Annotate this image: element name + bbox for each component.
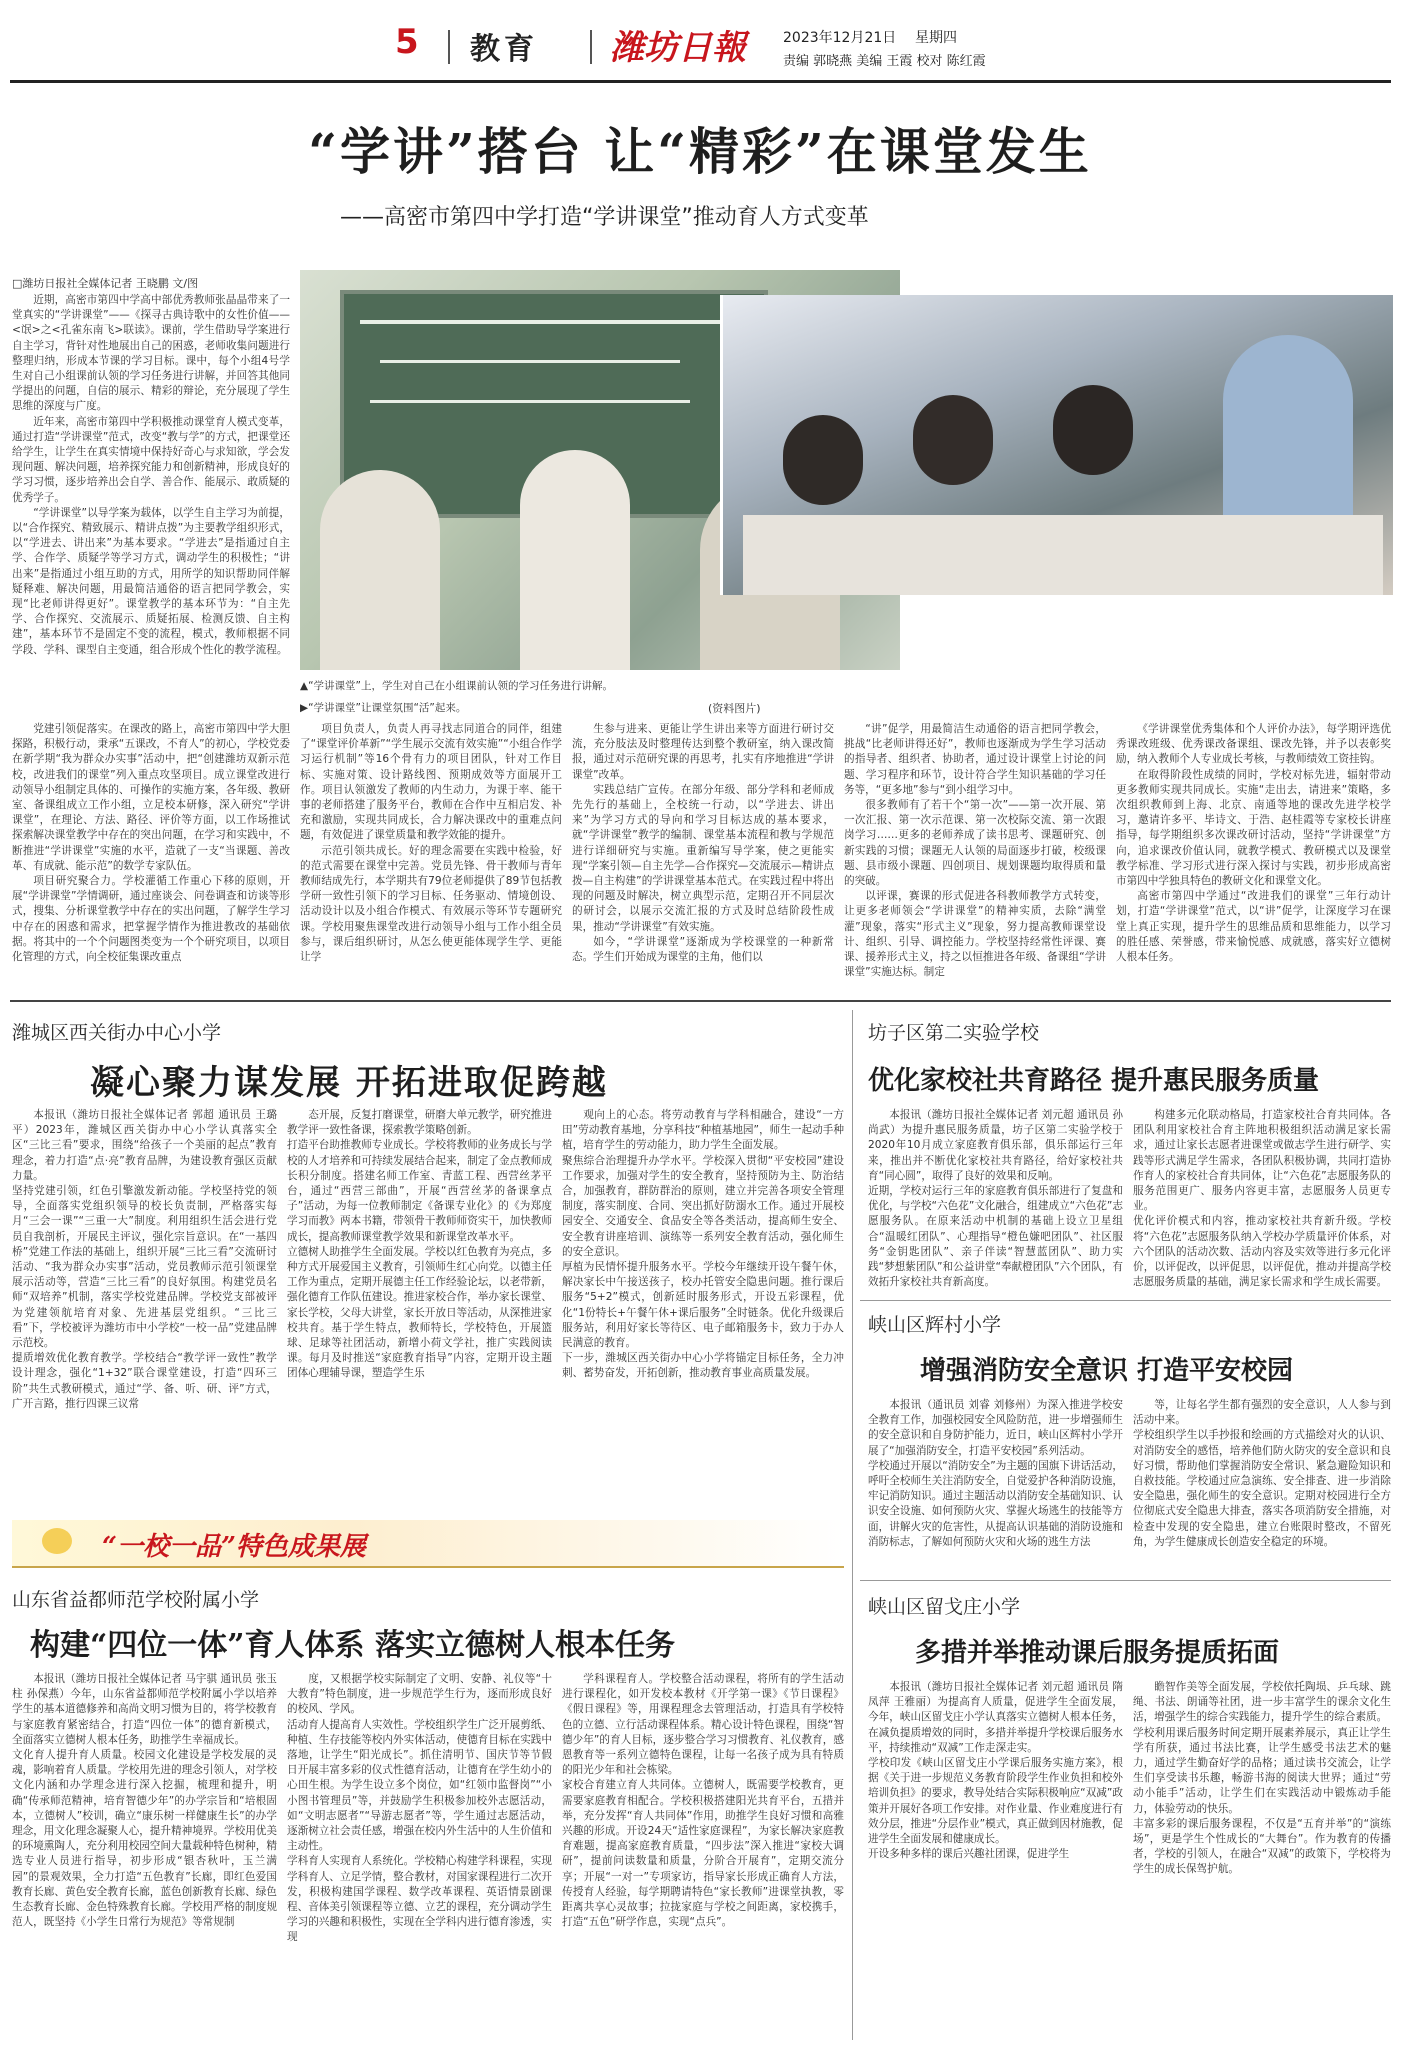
- lead-photo-caption-2: ▶“学讲课堂”让课堂氛围“活”起来。: [300, 702, 467, 714]
- article2-title: 凝心聚力谋发展 开拓进取促跨越: [90, 1063, 608, 1103]
- lead-paragraph: 很多教师有了若干个“第一次”——第一次开展、第一次汇报、第一次示范课、第一次校际交流、第一次跟岗学习……更多的老师养成了读书思考、课题研究、创新实践的习惯；课题无人认领的局面逐步打破，校级课题、县市级小课题、四创项目、规划课题均取得质和量的突破。: [844, 799, 1106, 888]
- article3-column-1: [868, 1108, 1123, 1288]
- article5-text: 瞻智作美等全面发展，学校依托陶埙、乒乓球、跳绳、书法、朗诵等社团，进一步丰富学生的课余文化生活，增强学生的综合实践能力，提升学生的综合素质。 学校利用课后服务时间定期开展素养展示，真正让学生学有所获，通过书法比赛，让学生感受书法艺术的魅力，通过学生勤奋好学的品格；通过读书交流会，让学生们享受读书乐趣，畅游书海的阅读大世界；通过“劳动小能手”活动，让学生们在实践活动中锻炼动手能力，体验劳动的快乐。 丰富多彩的课后服务课程，不仅是“五育并举”的“演练场”，更是学生个性成长的“大舞台”。作为教育的传播者，学校的引领人，在融合“双减”的政策下，学校将为学生的成长保驾护航。: [1133, 1681, 1391, 1876]
- header-divider-2: [590, 30, 592, 64]
- lead-paragraph: 近年来，高密市第四中学积极推动课堂育人模式变革，通过打造“学讲课堂”范式，改变“教与学”的方式，把课堂还给学生，让学生在真实情境中保持好奇心与求知欲，学会发现问题、解决问题，培养探究能力和创新精神，形成良好的学习习惯，逐步培养出会自学、善合作、能展示、敢质疑的优秀学子。: [12, 415, 290, 504]
- article3-title: 优化家校社共育路径 提升惠民服务质量: [868, 1066, 1320, 1096]
- header-date: 2023年12月21日: [783, 30, 897, 46]
- lead-photo-caption-1: ▲“学讲课堂”上，学生对自己在小组课前认领的学习任务进行讲解。: [300, 680, 613, 692]
- lead-paragraph: 在取得阶段性成绩的同时，学校对标先进，辐射带动更多教师实现共同成长。实施“走出去，请进来”策略，多次组织教师到上海、北京、南通等地的课改先进学校学习，邀请许多平、毕诗文、于浩、赵桂霞等专家校长讲座指导，每学期组织多次课改研讨活动，坚持“学讲课堂”方向，追求课改价值认同，就教学模式、教研模式以及课堂教学标准、学习形式进行深入探讨与实践，初步形成高密市第四中学独具特色的教研文化和课堂文化。: [1116, 768, 1391, 888]
- lead-paragraph: 高密市第四中学通过“改进我们的课堂”三年行动计划，打造“学讲课堂”范式，以“讲”促学，让深度学习在课堂上真正实现，提升学生的思维品质和思维能力，以学习的胜任感、荣誉感，带来愉悦感、成就感，落实好立德树人根本任务。: [1116, 890, 1391, 964]
- feature-banner-text: “一校一品”特色成果展: [102, 1532, 366, 1562]
- lead-paragraph: 党建引领促落实。在课改的路上，高密市第四中学大胆探路，积极行动，秉承“五课改，不育人”的初心，学校党委在新学期“我为群众办实事”活动中，把“创建潍坊双新示范校，改进我们的课堂”列入重点攻坚项目。成立课堂改进行动领导小组制定具体的、可操作的实施方案，各年级、教研室、备课组成立工作小组，立足校本研修，深入研究“学讲课堂”，在理论、方法、路径、评价等方面，以工作场推试探索解决课堂教学中存在的突出问题，在学习和实践中，不断推进“学讲课堂”实施的水平，造就了一支“当课题、善改革、有成就、能示范”的数学专家队伍。: [12, 723, 290, 872]
- lead-column-3: [300, 722, 562, 990]
- article4-text: 本报讯（通讯员 刘睿 刘修州）为深入推进学校安全教育工作，加强校园安全风险防范，进一步增强师生的安全意识和自身防护能力，近日，峡山区辉村小学开展了“加强消防安全，打造平安校园”系列活动。 学校通过开展以“消防安全”为主题的国旗下讲话活动，呼吁全校师生关注消防安全，自觉爱护各种消防设施，牢记消防知识。通过主题活动以消防安全基础知识、认识安全设施、如何预防火灾、掌握火场逃生的技能等方面，讲解火灾的危害性，从提高认识基础的消防设施和消防标志，了解如何预防火灾和火场的逃生方法: [868, 1399, 1123, 1548]
- section-name: 教育: [470, 32, 538, 67]
- lead-paragraph: 示范引领共成长。好的理念需要在实践中检验，好的范式需要在课堂中完善。党员先锋、骨干教师与青年教师结成先行，本学期共有79位老师提供了89节包括教学研一致性引领下的学习目标、任务驱动、情境创设、活动设计以及小组合作模式、有效展示等环节专题研究课。学校用聚焦课堂改进行动领导小组与工作小组全员参与，课后组织研讨，从怎么使更能体现学生学、更能让学: [300, 844, 562, 964]
- lead-photo-students: [720, 295, 1393, 595]
- lead-paragraph: 近期，高密市第四中学高中部优秀教师张晶晶带来了一堂真实的“学讲课堂”——《探寻古典诗歌中的女性价值——<氓>之<孔雀东南飞>联读》。课前，学生借助导学案进行自主学习，背针对性地展出自己的困惑，老师收集问题进行整理归纳，形成本节课的学习目标。课中，每个小组4号学生对自己小组课前认领的学习任务进行讲解，并回答其他同学提出的问题，自信的展示、精彩的辩论，充分展现了学生思维的深度与广度。: [12, 294, 290, 413]
- article2-column-1: [12, 1108, 277, 1503]
- header-divider-1: [448, 30, 450, 64]
- lead-column-5: [844, 722, 1106, 990]
- lead-paragraph: 《学讲课堂优秀集体和个人评价办法》，每学期评选优秀课改班级、优秀课改备课组、课改先锋，并予以表彰奖励，纳入教师个人专业成长考核，与教师绩效工资挂钩。: [1116, 723, 1391, 766]
- lead-paragraph: 如今，“学讲课堂”逐渐成为学校课堂的一种新常态。学生们开始成为课堂的主角，他们以: [572, 935, 834, 964]
- header-credits: 责编 郭晓燕 美编 王霞 校对 陈红霞: [783, 54, 986, 69]
- column-divider: [852, 1010, 853, 2040]
- article6-school: 山东省益都师范学校附属小学: [12, 1589, 260, 1611]
- article6-title: 构建“四位一体”育人体系 落实立德树人根本任务: [30, 1628, 675, 1663]
- section-rule: [10, 1000, 1391, 1002]
- lead-column-2: [12, 722, 290, 990]
- header-weekday: 星期四: [915, 30, 957, 46]
- article2-school: 潍城区西关街办中心小学: [12, 1022, 222, 1044]
- article5-title: 多措并举推动课后服务提质拓面: [915, 1638, 1280, 1668]
- article2-text: 本报讯（潍坊日报社全媒体记者 郭超 通讯员 王璐平）2023年，潍城区西关街办中心小学认真落实全区“三比三看”要求，围绕“给孩子一个美丽的起点”教育理念，着力打造“点·亮”教育品牌，为建设教育强区贡献力量。 坚持党建引领，红色引擎激发新动能。学校坚持党的领导，全面落实党组织领导的校长负责制，严格落实每月“三会一课”“三重一大”制度。利用组织生活会进行党员自我剖析，开展民主评议，强化宗旨意识。在“一基四桥”党建工作法的基础上，组织开展“三比三看”交流研讨活动、“我为群众办实事”活动，党员教师示范引领课堂展示活动等，营造“三比三看”的良好氛围。构建党员名师“双培养”机制，落实学校党建品牌。学校党支部被评为党建领航培育对象、先进基层党组织。“三比三看”下，学校被评为潍坊市中小学校“一校一品”党建品牌示范校。 提质增效优化教育教学。学校结合“教学评一致性”教学设计理念，强化“1+32”联合课堂建设，打造“四环三阶”共生式教研模式，通过“学、备、听、研、评”方式，广开言路，推行四课三议常: [12, 1109, 277, 1410]
- article3-school: 坊子区第二实验学校: [868, 1022, 1040, 1044]
- lead-column-1: [12, 293, 290, 708]
- article5-column-1: [868, 1680, 1123, 2040]
- lead-title: “学讲”搭台 让“精彩”在课堂发生: [308, 122, 1092, 181]
- lead-column-6: [1116, 722, 1391, 990]
- article6-text: 度，又根据学校实际制定了文明、安静、礼仪等“十大教育”特色制度，进一步规范学生行为，逐而形成良好的校风、学风。 活动育人提高育人实效性。学校组织学生广泛开展剪纸、种植、生存技能等校内外实体活动，使德育目标在实践中落地，让学生“阳光成长”。抓住清明节、国庆节等节假日开展丰富多彩的仪式性德育活动，让德育在学生幼小的心田生根。为学生设立多个岗位，如“红领巾监督岗”“小小图书管理员”等，并鼓励学生积极参加校外志愿活动，如“文明志愿者”“导游志愿者”等，学生通过志愿活动，逐渐树立社会责任感，增强在校内外生活中的人生价值和主动性。 学科育人实现育人系统化。学校精心构建学科课程，实现学科育人、立足学情，整合教材，对国家课程进行二次开发，积极构建国学课程、数学改革课程、英语情景剧课程、音体美引领课程等立德、立艺的课程，充分调动学生学习的兴趣和积极性，实现在全学科内进行德育渗透，实现: [287, 1673, 552, 1944]
- page-number: 5: [395, 22, 419, 62]
- lead-byline: □潍坊日报社全媒体记者 王晓鹏 文/图: [12, 277, 199, 290]
- article6-text: 学科课程育人。学校整合活动课程，将所有的学生活动进行课程化，如开发校本教材《开学第一课》《节日课程》《假日课程》等，用课程理念去管理活动，打造具有学校特色的立德、立行活动课程体系。精心设计特色课程，围绕“智德少年”的育人目标，逐步整合学习习惯教育、礼仪教育，感恩教育等一系列立德特色课程，让每一名孩子成为具有特质的阳光少年和社会栋梁。 家校合育建立育人共同体。立德树人，既需要学校教育，更需要家庭教育相配合。学校积极搭建阳光共育平台，五措并举，充分发挥“育人共同体”作用，助推学生良好习惯和高雅兴趣的形成。开设24天“适性家庭课程”，为家长解决家庭教育难题，提高家庭教育质量，“四步法”深入推进“家校大调研”，提前问读数量和质量，分阶合开展育”，定期交流分享；开展“一对一”专项家访，指导家长形成正确育人方法，传授育人经验，每学期聘请特色“家长教师”进课堂执教，零距离共享心灵故事；拉拢家庭与学校之间距离，家校携手，打造“五色”研学作息，实现“点兵”。: [562, 1673, 844, 1929]
- lead-photo-source: (资料图片): [708, 702, 761, 715]
- article4-column-1: [868, 1398, 1123, 1568]
- article4-column-2: [1133, 1398, 1391, 1568]
- feature-banner: [12, 1520, 844, 1568]
- article4-text: 等，让每名学生都有强烈的安全意识，人人参与到活动中来。 学校组织学生以手抄报和绘画的方式描绘对火的认识、对消防安全的感悟，培养他们防火防灾的安全意识和良好习惯，帮助他们掌握消防安全常识、紧急避险知识和自救技能。学校通过应急演练、安全排查、进一步消除安全隐患，强化师生的安全意识。定期对校园进行全方位彻底式安全隐患大排查，落实各项消防安全措施，对检查中发现的安全隐患，建立台账限时整改，不留死角，为学生健康成长创造安全稳定的环境。: [1133, 1399, 1391, 1548]
- article2-column-2: [287, 1108, 552, 1503]
- article6-column-3: [562, 1672, 844, 2042]
- lead-paragraph: 项目研究聚合力。学校灌循工作重心下移的原则，开展“学讲课堂”学情调研，通过座谈会、问卷调查和访谈等形式，搜集、分析课堂教学中存在的实出问题，了解学生学习中存在的困惑和需求，把掌握学情作为推进教改的基础依据。将其中的一个个问题图类变为一个个研究项目，以项目化管理的方式，向全校征集课改重点: [12, 875, 290, 964]
- article6-column-1: [12, 1672, 277, 2042]
- article6-column-2: [287, 1672, 552, 2042]
- article3-bottom-rule: [860, 1300, 1391, 1301]
- article5-column-2: [1133, 1680, 1391, 2040]
- article4-title: 增强消防安全意识 打造平安校园: [920, 1356, 1294, 1386]
- article3-text: 本报讯（潍坊日报社全媒体记者 刘元超 通讯员 孙尚武）为提升惠民服务质量，坊子区第二实验学校于2020年10月成立家庭教育俱乐部，俱乐部运行三年来，推出并不断优化家校社共育路径，给好家校社共育“同心圆”，取得了良好的效果和反响。 近期，学校对运行三年的家庭教育俱乐部进行了复盘和优化，与学校“六色花”文化融合，组建成立“六色花”志愿服务队。在原来活动中机制的基础上设立卫星组合“温暖红团队”、心理指导“橙色嫌吧团队”、社区服务“金钥匙团队”、亲子伴读“智慧蓝团队”、助力实践“梦想紫团队”和公益讲堂“奉献橙团队”六个团队，有效拓升家校社共育新高度。: [868, 1109, 1123, 1288]
- article2-text: 态开展，反复打磨课堂，研磨大单元教学，研究推进教学评一致性备课，探索教学策略创新。 打造平台助推教师专业成长。学校将教师的业务成长与学校的人才培养和可持续发展结合起来，制定了金点教师成长积分制度。搭建名师工作室、青蓝工程、西营丝茅平台，通过“西营三部曲”，开展“西营丝茅的备课拿点子”活动，为每一位教师制定《备课专业化》的《为郑度学习而教》两本书籍，带领骨干教师师资实干，加快教师成长，提高教师课堂教学效果和新课堂改革水平。 立德树人助推学生全面发展。学校以红色教育为亮点，多种方式开展爱国主义教育，引领师生红心向党。以德主任工作为重点，定期开展德主任工作经验论坛，以老带新，强化德育工作队伍建设。推进家校合作，举办家长课堂、家长学校，父母大讲堂，家长开放日等活动，从深推进家校共育。基于学生特点，教师特长，学校特色，开展篮球、足球等社团活动，新增小荷文学社，推广实践阅读课。每月及时推送“家庭教育指导”内容，定期开设主题团体心理辅导课，塑造学生乐: [287, 1109, 552, 1380]
- article2-text: 观向上的心态。将劳动教育与学科相融合，建设“一方田”劳动教育基地，分享科技“种植基地园”，师生一起动手种植，培育学生的劳动能力，助力学生全面发展。 聚焦综合治理提升办学水平。学校深入贯彻“平安校园”建设工作要求，加强对学生的安全教育，坚持预防为主、防治结合，加强教育，群防群治的原则，建立并完善各项安全管理制度，落实制度、合同、突出抓好防溺水工作。通过开展校园安全、交通安全、食品安全等各类活动，提高师生安全、安全教育讲座培训、演练等一系列安全教育活动，强化师生的安全意识。 厚植为民情怀提升服务水平。学校今年继续开设午餐午休，解决家长中午接送孩子，校办托管安全隐患问题。推行课后服务“5+2”模式，创新延时服务形式，开设五彩课程，优化“1份特长+午餐午休+课后服务”全时链条。优化升级课后服务站，利用好家长等待区、电子邮箱服务卡，致力于办人民满意的教育。 下一步，潍城区西关街办中心小学将锚定目标任务，全力冲刺、蓄势奋发，开拓创新，推动教育事业高质量发展。: [562, 1109, 844, 1380]
- article3-text: 构建多元化联动格局，打造家校社合育共同体。各团队利用家校社合育主阵地积极组织活动满足家长需求，通过让家长志愿者进课堂或做志学生进行研学、实践等形式满足学生需求，各团队积极协调，共同打造协作育人的家校社合育共同体，让“六色花”志愿服务队的服务范围更广、服务内容更丰富，志愿服务人员更专业。 优化评价模式和内容，推动家校社共育新升级。学校将“六色花”志愿服务队纳入学校办学质量评价体系，对六个团队的活动次数、活动内容及实效等进行多元化评价，以评促改，以评促思，以评促优，推动并提高学校志愿服务质量的基础，满足家长需求和学生成长需要。: [1133, 1109, 1391, 1288]
- newspaper-logo: 潍坊日報: [610, 28, 746, 68]
- lead-paragraph: 生参与进来、更能让学生讲出来等方面进行研讨交流，充分肢法及时整理传达到整个教研室，纳入课改简报，通过对示范研究课的再思考，扎实有序地推进“学讲课堂”改革。: [572, 723, 834, 781]
- article5-school: 峡山区留戈庄小学: [868, 1596, 1021, 1618]
- lead-subtitle: ——高密市第四中学打造“学讲课堂”推动育人方式变革: [340, 205, 869, 230]
- article5-text: 本报讯（潍坊日报社全媒体记者 刘元超 通讯员 隋凤萍 王雅丽）为提高育人质量，促进学生全面发展，今年，峡山区留戈庄小学认真落实立德树人根本任务，在减负提质增效的同时，多措并举提升学校课后服务水平，持续推动“双减”工作走深走实。 学校印发《峡山区留戈庄小学课后服务实施方案》，根据《关于进一步规范义务教育阶段学生作业负担和校外培训负担》的要求，教导处结合实际积极响应“双减”政策并开展好各项工作安排。对作业量、作业难度进行有效分层，推进“分层作业”模式，真正做到因材施教，促进学生全面发展和健康成长。 开设多种多样的课后兴趣社团课，促进学生: [868, 1681, 1123, 1861]
- header-rule: [10, 80, 1391, 83]
- lead-column-4: [572, 722, 834, 990]
- article4-bottom-rule: [860, 1580, 1391, 1581]
- article3-column-2: [1133, 1108, 1391, 1288]
- article6-text: 本报讯（潍坊日报社全媒体记者 马宇骐 通讯员 张玉柱 孙保燕）今年，山东省益都师范学校附属小学以培养学生的基本道德修养和高尚文明习惯为目的，将学校教育与家庭教育紧密结合，打造“四位一体”的德育新模式，全面落实立德树人根本任务，助推学生幸福成长。 文化育人提升育人质量。校园文化建设是学校发展的灵魂，影响着育人质量。学校用先进的理念引领人，对学校文化内涵和办学理念进行深入挖掘，梳理和提升，明确“传承师范精神，培育智德少年”的办学宗旨和“培根固本，立德树人”校训，确立“康乐树一样健康生长”的办学理念，用文化理念凝聚人心，提升精神境界。学校用优美的环境熏陶人，充分利用校园空间大量载种特色树种，精选专业人员进行指导，初步形成“银杏秋叶，玉兰满园”的景观效果，全力打造“五色教育”长廊，即红色爱国教育长廊、黄色安全教育长廊，蓝色创新教育长廊、绿色生态教育长廊、金色特殊教育长廊。学校用严格的制度规范人，既坚持《小学生日常行为规范》等常规制: [12, 1673, 277, 1929]
- lead-paragraph: 实践总结广宣传。在部分年级、部分学科和老师成先先行的基础上，全校统一行动，以“学进去、讲出来”为学习方式的导向和学习目标达成的基本要求，就“学讲课堂”教学的编制、课堂基本流程和教与学规范进行详细研究与实施。重新编写导学案，使之更能实现“学案引领—自主先学—合作探究—交流展示—精讲点拨—自主构建”的学讲课堂基本范式。在实践过程中将出现的问题及时解决，树立典型示范，定期召开不同层次的研讨会，以展示交流汇报的方式及时总结阶段性成果，推动“学讲课堂”有效实施。: [572, 783, 834, 933]
- article2-column-3: [562, 1108, 844, 1503]
- lead-paragraph: 以评课，赛课的形式促进各科教师教学方式转变，让更多老师领会“学讲课堂”的精神实质，去除“满堂灌”现象，落实“形式主义”现象，努力提高教师课堂设计、组织、引导、调控能力。学校坚持经常性评课、赛课、援养形式主义，持之以恒推进各年级、备课组“学讲课堂”实施达标。制定: [844, 890, 1106, 979]
- lead-paragraph: 项目负责人，负责人再寻找志同道合的同伴，组建了“课堂评价革新”“学生展示交流有效实施”“小组合作学习运行机制”等16个骨有力的项目团队，针对工作目标、实施对策、设计路线图、预期成效等方面展开工作。项目认领激发了教师的内生动力，为课于率、能干事的老师搭建了服务平台，教师在合作中互相启发、补充和激励，实现共同成长，合力解决课改中的重难点问题，有效促进了课堂质量和教学效能的提升。: [300, 723, 562, 842]
- article4-school: 峡山区辉村小学: [868, 1314, 1002, 1336]
- lead-paragraph: “学讲课堂”以导学案为载体，以学生自主学习为前提，以“合作探究、精致展示、精讲点拨”为主要教学组织形式，以“学进去、讲出来”为基本要求。“学进去”是指通过自主学、合作学、质疑学等学习方式，调动学生的积极性；“讲出来”是指通过小组互助的方式，用所学的知识帮助同伴解疑释难、解决问题，用最简洁通俗的语言把同学教会，实现“比老师讲得更好”。课堂教学的基本环节为：“自主先学、合作探究、交流展示、质疑拓展、检测反馈、自主构建”，基本环节不是固定不变的流程，模式，教师根据不同学段、学科、课型自主变通，组合形成个性化的教学流程。: [12, 506, 290, 656]
- lead-paragraph: “讲”促学，用最简洁生动通俗的语言把同学教会，挑战“比老师讲得还好”，教师也逐渐成为学生学习活动的指导者、组织者、协助者，通过设计课堂上讨论的问题、学习程序和环节，设计符合学生知识基础的学习任务等，“更多地”参与“到小组学习中。: [844, 723, 1106, 796]
